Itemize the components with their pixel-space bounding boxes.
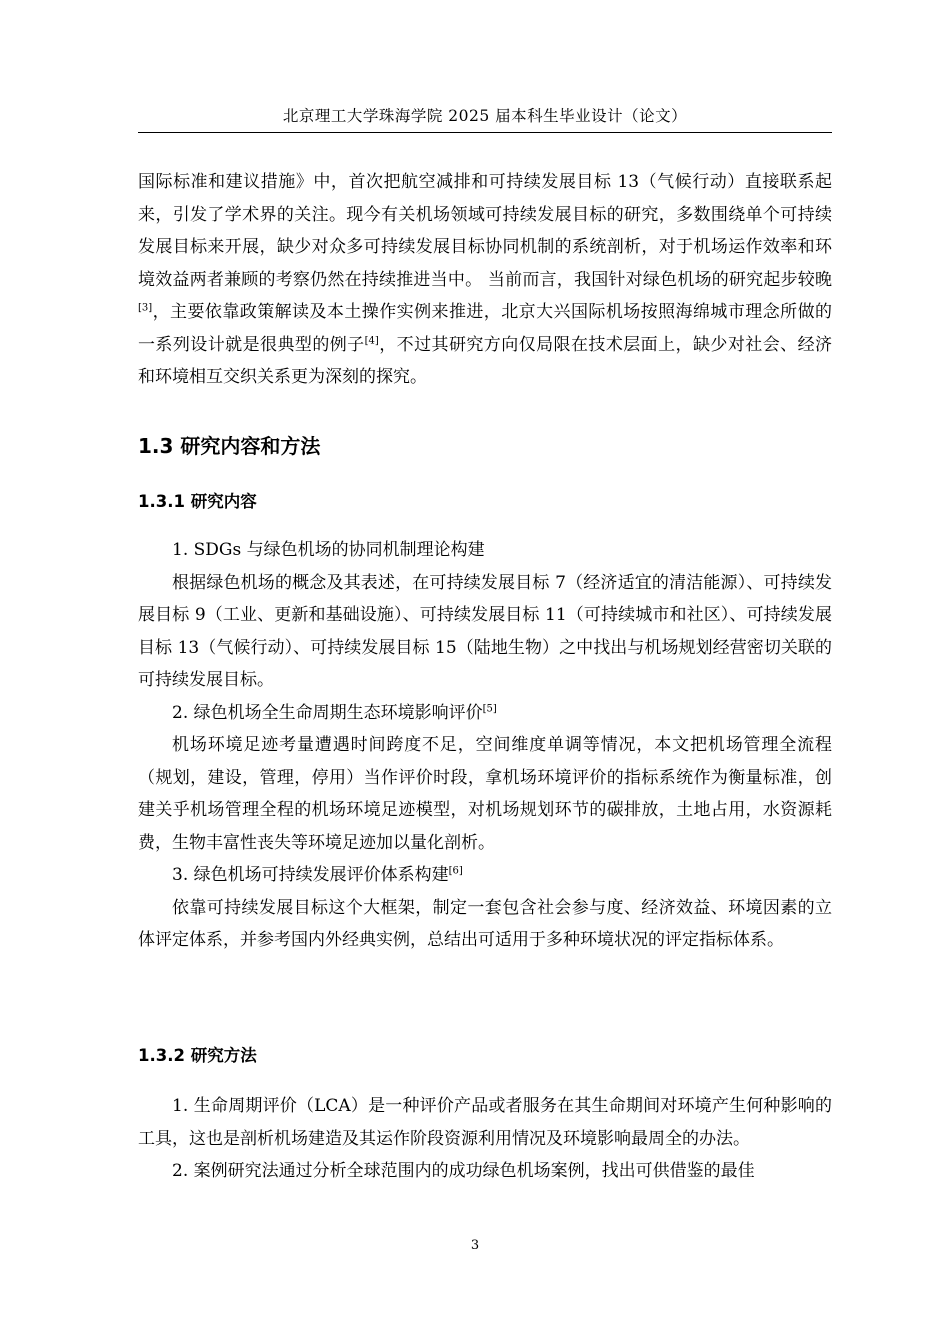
running-header: 北京理工大学珠海学院 2025 届本科生毕业设计（论文）: [138, 104, 832, 133]
citation-4[interactable]: [4]: [364, 334, 379, 346]
method-item-1: 1. 生命周期评价（LCA）是一种评价产品或者服务在其生命期间对环境产生何种影响的工具，这也是剖析机场建造及其运作阶段资源利用情况及环境影响最周全的办法。: [138, 1096, 832, 1149]
citation-6[interactable]: [6]: [448, 865, 463, 877]
section-heading-1-3-2: 1.3.2 研究方法: [138, 1046, 257, 1065]
citation-3[interactable]: [3]: [138, 302, 153, 314]
section-heading-1-3: 1.3 研究内容和方法: [138, 434, 321, 458]
content-item-1-title: 1. SDGs 与绿色机场的协同机制理论构建: [172, 540, 485, 560]
research-content-list: [138, 534, 832, 957]
intro-paragraph: [138, 166, 832, 394]
intro-text-2: ，主要依靠政策解读及本土操作实例来推进，北京大兴国际机场按照海绵城市理念所做的一系列设计就是很典型的例子: [138, 302, 832, 355]
citation-5[interactable]: [5]: [482, 702, 497, 714]
method-item-2: 2. 案例研究法通过分析全球范围内的成功绿色机场案例，找出可供借鉴的最佳: [172, 1161, 755, 1181]
research-method-list: [138, 1090, 832, 1188]
intro-text-3: ，不过其研究方向仅局限在技术层面上，缺少对社会、经济和环境相互交织关系更为深刻的探究。: [138, 334, 832, 387]
content-item-3-body: 依靠可持续发展目标这个大框架，制定一套包含社会参与度、经济效益、环境因素的立体评定体系，并参考国内外经典实例，总结出可适用于多种环境状况的评定指标体系。: [138, 897, 832, 950]
content-item-3-title: 3. 绿色机场可持续发展评价体系构建[6]: [172, 865, 463, 885]
content-item-2-body: 机场环境足迹考量遭遇时间跨度不足，空间维度单调等情况，本文把机场管理全流程（规划，建设，管理，停用）当作评价时段，拿机场环境评价的指标系统作为衡量标准，创建关乎机场管理全程的机场环境足迹模型，对机场规划环节的碳排放，土地占用，水资源耗费，生物丰富性丧失等环境足迹加以量化剖析。: [138, 735, 832, 853]
intro-text-1: 国际标准和建议措施》中，首次把航空减排和可持续发展目标 13（气候行动）直接联系起来，引发了学术界的关注。现今有关机场领域可持续发展目标的研究，多数围绕单个可持续发展目标来开展，缺少对众多可持续发展目标协同机制的系统剖析，对于机场运作效率和环境效益两者兼顾的考察仍然在持续推进当中。 当前而言，我国针对绿色机场的研究起步较晚: [138, 172, 832, 290]
content-item-1-body: 根据绿色机场的概念及其表述，在可持续发展目标 7（经济适宜的清洁能源）、可持续发展目标 9（工业、更新和基础设施）、可持续发展目标 11（可持续城市和社区）、可持续发展目标 13（气候行动）、可持续发展目标 15（陆地生物）之中找出与机场规划经营密切关联的可持续发展目标。: [138, 572, 832, 690]
section-heading-1-3-1: 1.3.1 研究内容: [138, 492, 257, 511]
page-number: 3: [470, 1238, 480, 1253]
content-item-2-title: 2. 绿色机场全生命周期生态环境影响评价[5]: [172, 702, 497, 723]
